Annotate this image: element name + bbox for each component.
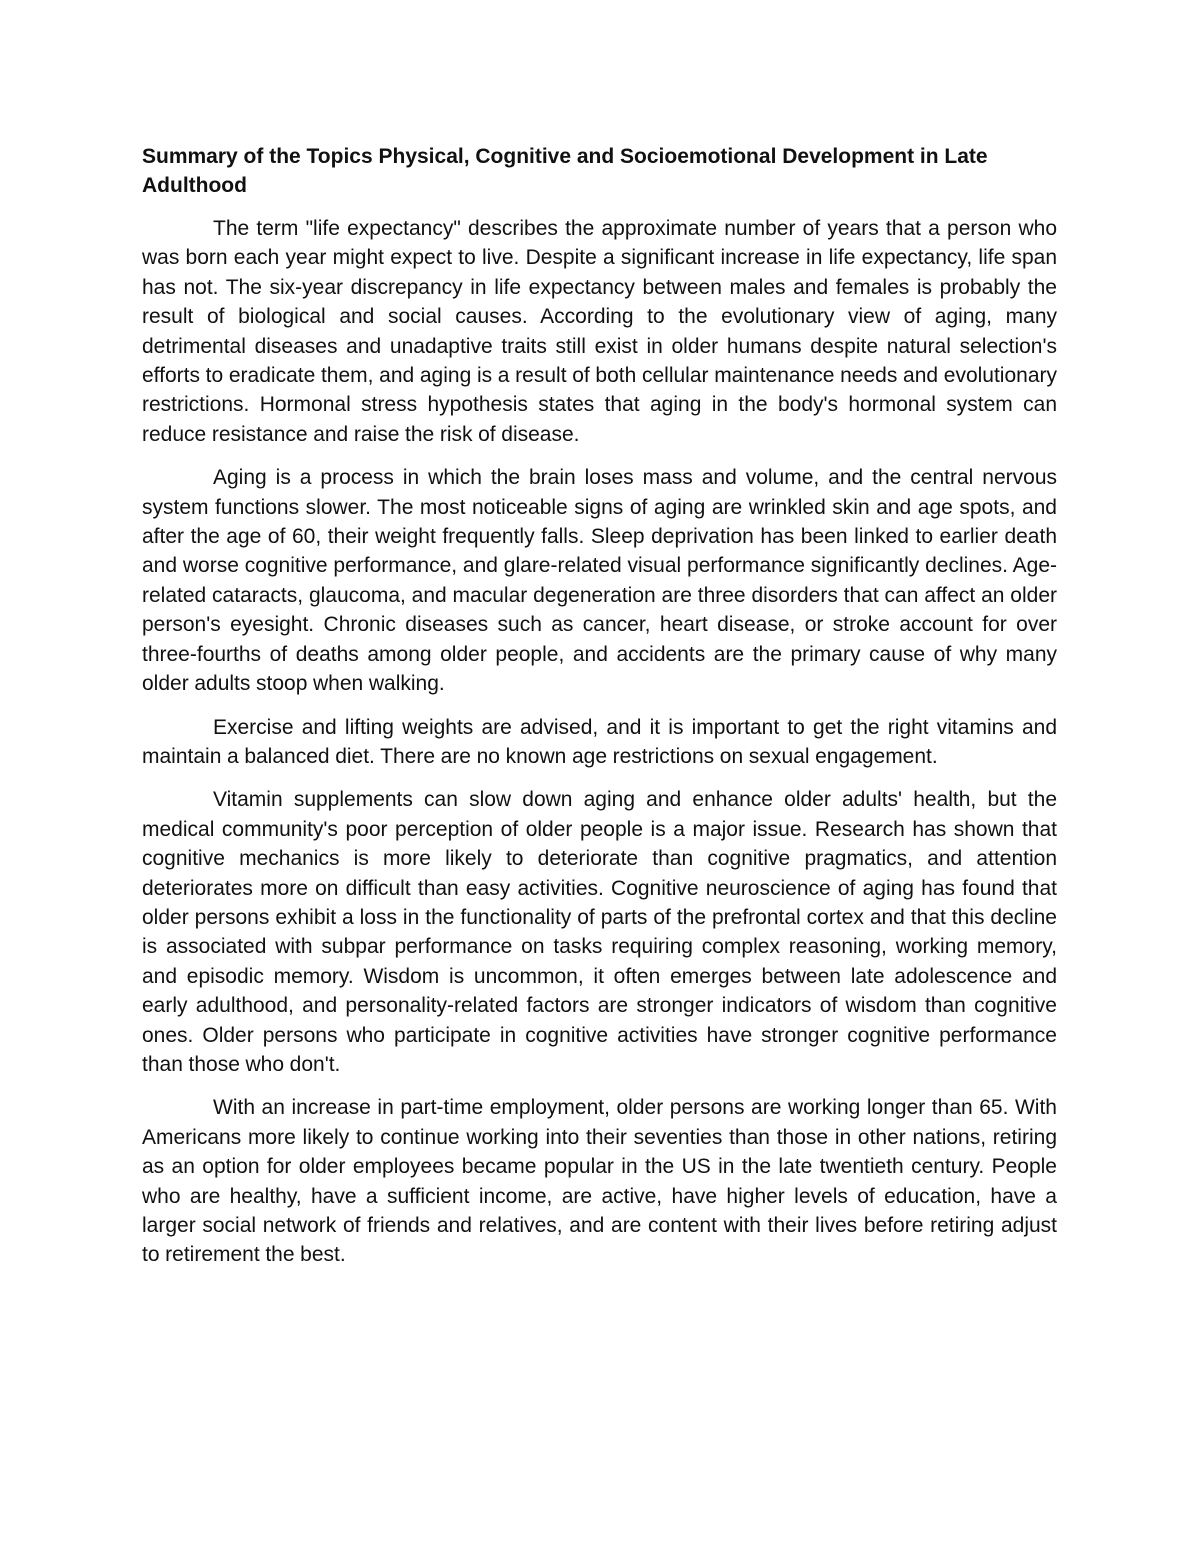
paragraph-life-expectancy: The term "life expectancy" describes the approximate number of years that a person who was born each year might expect to live. Despite a significant increase in life expectancy, life span has not. The six-year discrepancy in life expectancy between males and females is probably the result of biological and social causes. According to the evolutionary view of aging, many detrimental diseases and unadaptive traits still exist in older humans despite natural selection's efforts to eradicate them, and aging is a result of both cellular maintenance needs and evolutionary restrictions. Hormonal stress hypothesis states that aging in the body's hormonal system can reduce resistance and raise the risk of disease. xyxy=(142,217,1057,446)
document-title: Summary of the Topics Physical, Cognitive and Socioemotional Development in Late Adulthood xyxy=(142,145,988,197)
paragraph-exercise-diet: Exercise and lifting weights are advised, and it is important to get the right vitamins and maintain a balanced diet. There are no known age restrictions on sexual engagement. xyxy=(142,715,1057,768)
document-body xyxy=(142,142,1057,1284)
paragraph-work-retirement: With an increase in part-time employment, older persons are working longer than 65. With Americans more likely to continue working into their seventies than those in other nations, retiring as an option for older employees became popular in the US in the late twentieth century. People who are healthy, have a sufficient income, are active, have higher levels of education, have a larger social network of friends and relatives, and are content with their lives before retiring adjust to retirement the best. xyxy=(142,1096,1057,1267)
paragraph-cognitive-aging: Vitamin supplements can slow down aging and enhance older adults' health, but the medical community's poor perception of older people is a major issue. Research has shown that cognitive mechanics is more likely to deteriorate than cognitive pragmatics, and attention deteriorates more on difficult than easy activities. Cognitive neuroscience of aging has found that older persons exhibit a loss in the functionality of parts of the prefrontal cortex and that this decline is associated with subpar performance on tasks requiring complex reasoning, working memory, and episodic memory. Wisdom is uncommon, it often emerges between late adolescence and early adulthood, and personality-related factors are stronger indicators of wisdom than cognitive ones. Older persons who participate in cognitive activities have stronger cognitive performance than those who don't. xyxy=(142,788,1057,1076)
paragraph-physical-aging: Aging is a process in which the brain loses mass and volume, and the central nervous system functions slower. The most noticeable signs of aging are wrinkled skin and age spots, and after the age of 60, their weight frequently falls. Sleep deprivation has been linked to earlier death and worse cognitive performance, and glare-related visual performance significantly declines. Age-related cataracts, glaucoma, and macular degeneration are three disorders that can affect an older person's eyesight. Chronic diseases such as cancer, heart disease, or stroke account for over three-fourths of deaths among older people, and accidents are the primary cause of why many older adults stoop when walking. xyxy=(142,466,1057,696)
